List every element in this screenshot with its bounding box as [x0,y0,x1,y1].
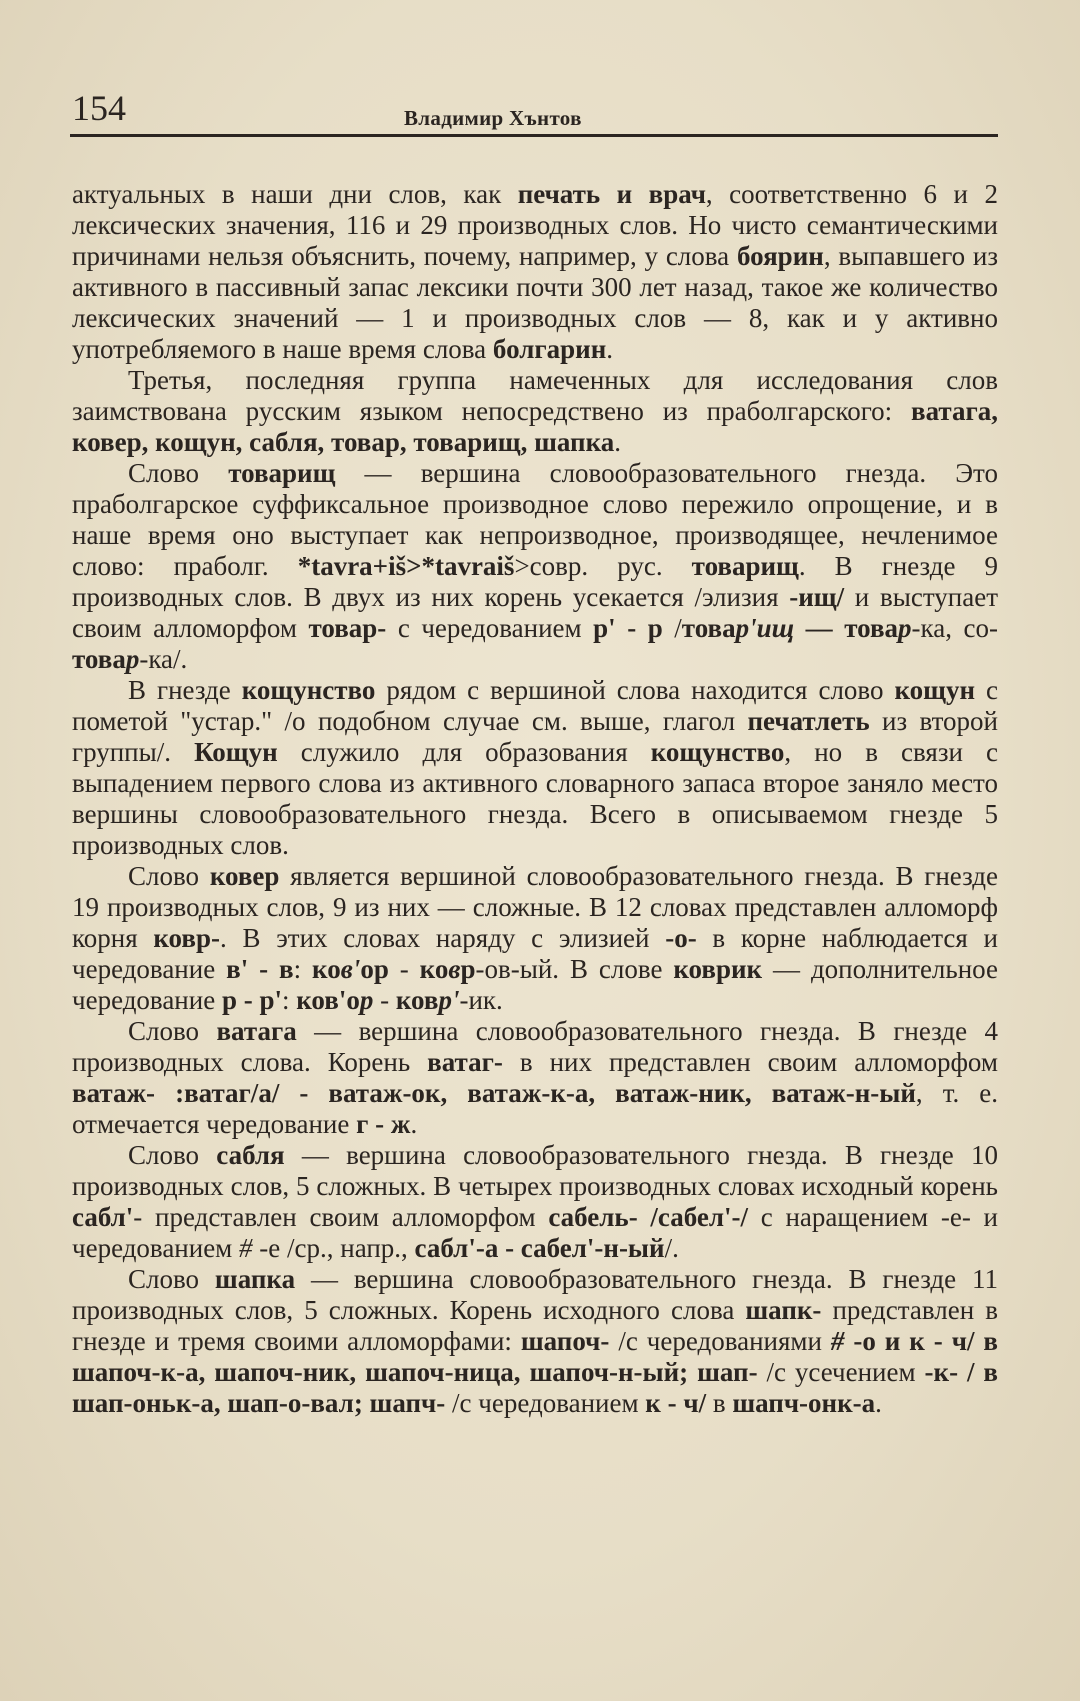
text-run: - [373,985,396,1015]
text-run: в' [340,954,361,984]
text-run: /с чередованием [445,1388,646,1418]
text-run: ко [312,954,341,984]
text-run: ватага, ковер, кощун, сабля, товар, товарищ, шапка [72,396,998,457]
text-run: в [706,1388,733,1418]
paragraph [72,675,998,861]
text-run: р [898,613,912,643]
text-run: кощун [894,675,976,705]
text-run: . [606,334,613,364]
text-run: Слово [128,1140,217,1170]
text-run: /. [664,1233,679,1263]
running-title: Владимир Хънтов [404,106,582,130]
text-run: — вершина словообразовательного гнезда. Это праболгарское суффиксальное производное слово пережило опрощение, и в наше время оно выступает как непроизводное, производящее, нечленимое слово: праболг. [72,458,998,581]
text-run: ор [360,954,389,984]
text-run: ков [395,985,439,1015]
text-run: — дополнительное чередование [72,954,998,1015]
text-run: : [293,954,313,984]
text-run: в них представлен своим алломорфом [502,1047,999,1077]
text-run: -ов-ый. В слове [475,954,674,984]
text-run: -ка, со- [911,613,998,643]
text-run: Слово [128,458,229,488]
text-run: -ка/. [139,644,188,674]
text-run: р' [438,985,460,1015]
text-run: ко [419,954,449,984]
text-run: -о и к - ч/ в шапоч-к-а, шапоч-ник, шапоч-ница, шапоч-н-ый; шап- [72,1326,998,1387]
text-run: шапч-онк-а [732,1388,876,1418]
text-run: в' - в [226,954,294,984]
text-run: , т. е. отмечается чередование [72,1078,998,1139]
text-run: р [125,644,140,674]
text-run: . [410,1109,418,1139]
text-run: , выпавшего из активного в пассивный запас лексики почти 300 лет назад, такое же количество лексических значений — 1 и производных слов — 8, как и у активно употребляемого в наше время слова [72,241,998,364]
text-run: кощунство [241,675,376,705]
text-run: представлен в гнезде и тремя своими алломорфами: [72,1295,998,1356]
text-run: коврик [673,954,763,984]
text-run: ков'о [296,985,360,1015]
text-run: болгарин [492,334,607,364]
paragraph [72,1140,998,1264]
paragraph [72,458,998,675]
text-run: . В этих словах наряду с элизией [219,923,666,953]
text-run: /с усечением [757,1357,925,1387]
text-run: Слово [128,861,210,891]
text-run: печатлеть [747,706,870,736]
text-run: с чередованием [386,613,594,643]
text-run: сабл'-а - сабел'-н-ый [414,1233,665,1263]
page-number: 154 [72,88,126,128]
text-run: -ищ/ [789,582,845,612]
text-run: р - р' [221,985,282,1015]
text-run: това [681,613,736,643]
text-run: *tavra+iš>*tavraiš [297,551,515,581]
text-run: шапка [214,1264,296,1294]
text-run: Кощун [194,737,278,767]
paragraph [72,365,998,458]
text-run: с пометой "устар." /о подобном случае см. выше, глагол [72,675,999,736]
text-run: . [614,427,621,457]
text-run: сабл' [72,1202,134,1232]
text-run: р [359,985,374,1015]
text-run: из второй группы/. [72,706,998,767]
text-run: / [662,613,682,643]
text-run: - представлен своим алломорфом [133,1202,549,1232]
text-run: сабля [216,1140,285,1170]
text-run: , соответственно 6 и 2 лексических значения, 116 и 29 производных слов. Но чисто семантическими причинами нельзя объяснить, почему, например, у слова [72,179,998,271]
text-run: # [239,1233,253,1263]
text-run: . В гнезде 9 производных слов. В двух из них корень усекается /элизия [72,551,998,612]
text-run: Третья, последняя группа намеченных для исследования слов заимствована русским языком непосредствено из праболгарского: [72,365,998,426]
text-run: -ик. [459,985,503,1015]
text-run: -о- [665,923,697,953]
text-run: р [460,954,476,984]
text-run: # [830,1326,845,1356]
paragraph [72,179,998,365]
text-run: сабель- /сабел'-/ [548,1202,749,1232]
text-run: и выступает своим алломорфом [72,582,998,643]
text-run: рядом с вершиной слова находится слово [375,675,895,705]
text-run: В гнезде [128,675,242,705]
text-run: шапк- [745,1295,822,1325]
text-run: - [388,954,420,984]
text-run: товарищ [228,458,336,488]
text-run: /с чередованиями [609,1326,831,1356]
text-run: — вершина словообразовательного гнезда. В гнезде 10 производных слов, 5 сложных. В четырех производных словах исходный корень [72,1140,999,1201]
text-run: : [281,985,297,1015]
text-run: боярин [736,241,824,271]
paragraph [72,1264,998,1419]
header-rule [70,134,998,137]
text-run: -к- [924,1357,959,1387]
text-run: в корне наблюдается и чередование [72,923,999,984]
text-run: с наращением -е- и чередованием [72,1202,999,1263]
text-run: ватаж- :ватаг/а/ - ватаж-ок, ватаж-к-а, ватаж-ник, ватаж-н-ый [72,1078,916,1108]
text-run: — вершина словообразовательного гнезда. В гнезде 4 производных слова. Корень [72,1016,998,1077]
text-run: в [448,954,461,984]
body-text [72,179,998,1419]
text-run: является вершиной словообразовательного гнезда. В гнезде 19 производных слов, 9 из них — сложные. В 12 словах представлен алломорф корня [72,861,999,953]
text-run: ватага [216,1016,297,1046]
text-run: -е /ср., напр., [252,1233,415,1263]
text-run: р'ищ [735,613,795,643]
text-run: р' - р [593,613,663,643]
paragraph [72,861,998,1016]
text-run: ватаг- [427,1047,503,1077]
text-run: товарищ [691,551,799,581]
text-run: — това [794,613,899,643]
text-run: печать и врач [517,179,706,209]
text-run: товар- [308,613,387,643]
text-run: . [875,1388,882,1418]
text-run: / в шап-оньк-а, шап-о-вал; шапч- [72,1357,998,1418]
text-run: >совр. рус. [514,551,692,581]
text-run: ковр- [153,923,220,953]
text-run: — вершина словообразовательного гнезда. В гнезде 11 производных слов, 5 сложных. Корень исходного слова [72,1264,999,1325]
text-run: Слово [128,1016,217,1046]
text-run: г - ж [356,1109,411,1139]
text-run: ковер [209,861,280,891]
text-run: к - ч/ [645,1388,707,1418]
text-run: актуальных в наши дни слов, как [72,179,518,209]
text-run: , но в связи с выпадением первого слова из активного словарного запаса второе заняло место вершины словообразовательного гнезда. Всего в описываемом гнезде 5 производных слов. [72,737,999,860]
paragraph [72,1016,998,1140]
text-run: Слово [128,1264,215,1294]
text-run: това [72,644,126,674]
text-run: шапоч- [520,1326,610,1356]
text-run: кощунство [650,737,785,767]
text-run: служило для образования [277,737,651,767]
